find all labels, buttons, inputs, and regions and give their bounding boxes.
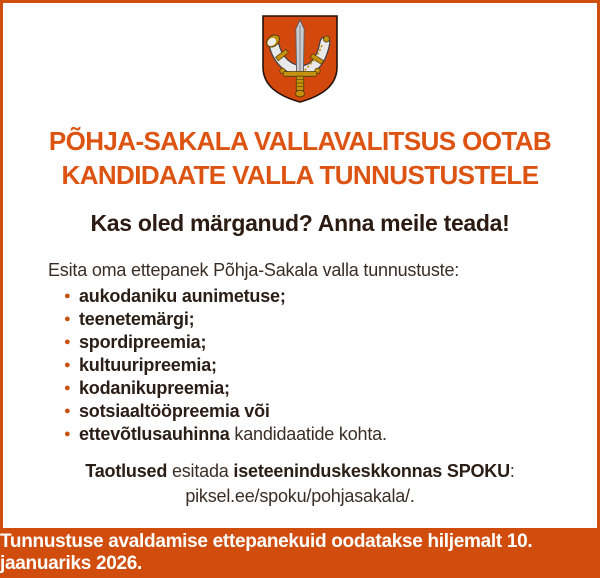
list-item xyxy=(48,400,597,423)
list-item xyxy=(48,285,597,308)
page-title xyxy=(3,124,597,192)
title-line-2: KANDIDAATE VALLA TUNNUSTUSTELE xyxy=(61,160,539,190)
award-name: sotsiaaltööpreemia või xyxy=(79,401,270,421)
coat-of-arms-icon xyxy=(3,14,597,104)
poster-body xyxy=(3,3,597,528)
list-item xyxy=(48,354,597,377)
application-url: piksel.ee/spoku/pohjasakala/. xyxy=(185,486,415,506)
intro-text: Esita oma ettepanek Põhja-Sakala valla tunnustuste: xyxy=(48,260,460,280)
award-name: spordipreemia; xyxy=(79,332,207,352)
award-list xyxy=(48,285,597,446)
title-line-1: PÕHJA-SAKALA VALLAVALITSUS OOTAB xyxy=(48,126,552,156)
award-suffix: kandidaatide kohta. xyxy=(229,424,387,444)
apply-lead: Taotlused xyxy=(85,461,168,481)
award-name: kultuuripreemia; xyxy=(79,355,217,375)
deadline-banner xyxy=(0,528,600,578)
list-item xyxy=(48,377,597,400)
list-item xyxy=(48,423,597,446)
award-name: aukodaniku aunimetuse; xyxy=(79,286,286,306)
award-name: teenetemärgi; xyxy=(79,309,195,329)
award-name: kodanikupreemia; xyxy=(79,378,230,398)
apply-platform: iseteeninduskeskkonnas SPOKU xyxy=(233,461,510,481)
application-instructions xyxy=(3,459,597,509)
list-item xyxy=(48,331,597,354)
award-name: ettevõtlusauhinna xyxy=(79,424,230,444)
subtitle: Kas oled märganud? Anna meile teada! xyxy=(90,210,510,236)
deadline-text: Tunnustuse avaldamise ettepanekuid oodatakse hiljemalt 10. jaanuariks 2026. xyxy=(0,531,533,574)
apply-mid: esitada xyxy=(167,461,234,481)
apply-colon: : xyxy=(509,461,515,481)
list-item xyxy=(48,308,597,331)
